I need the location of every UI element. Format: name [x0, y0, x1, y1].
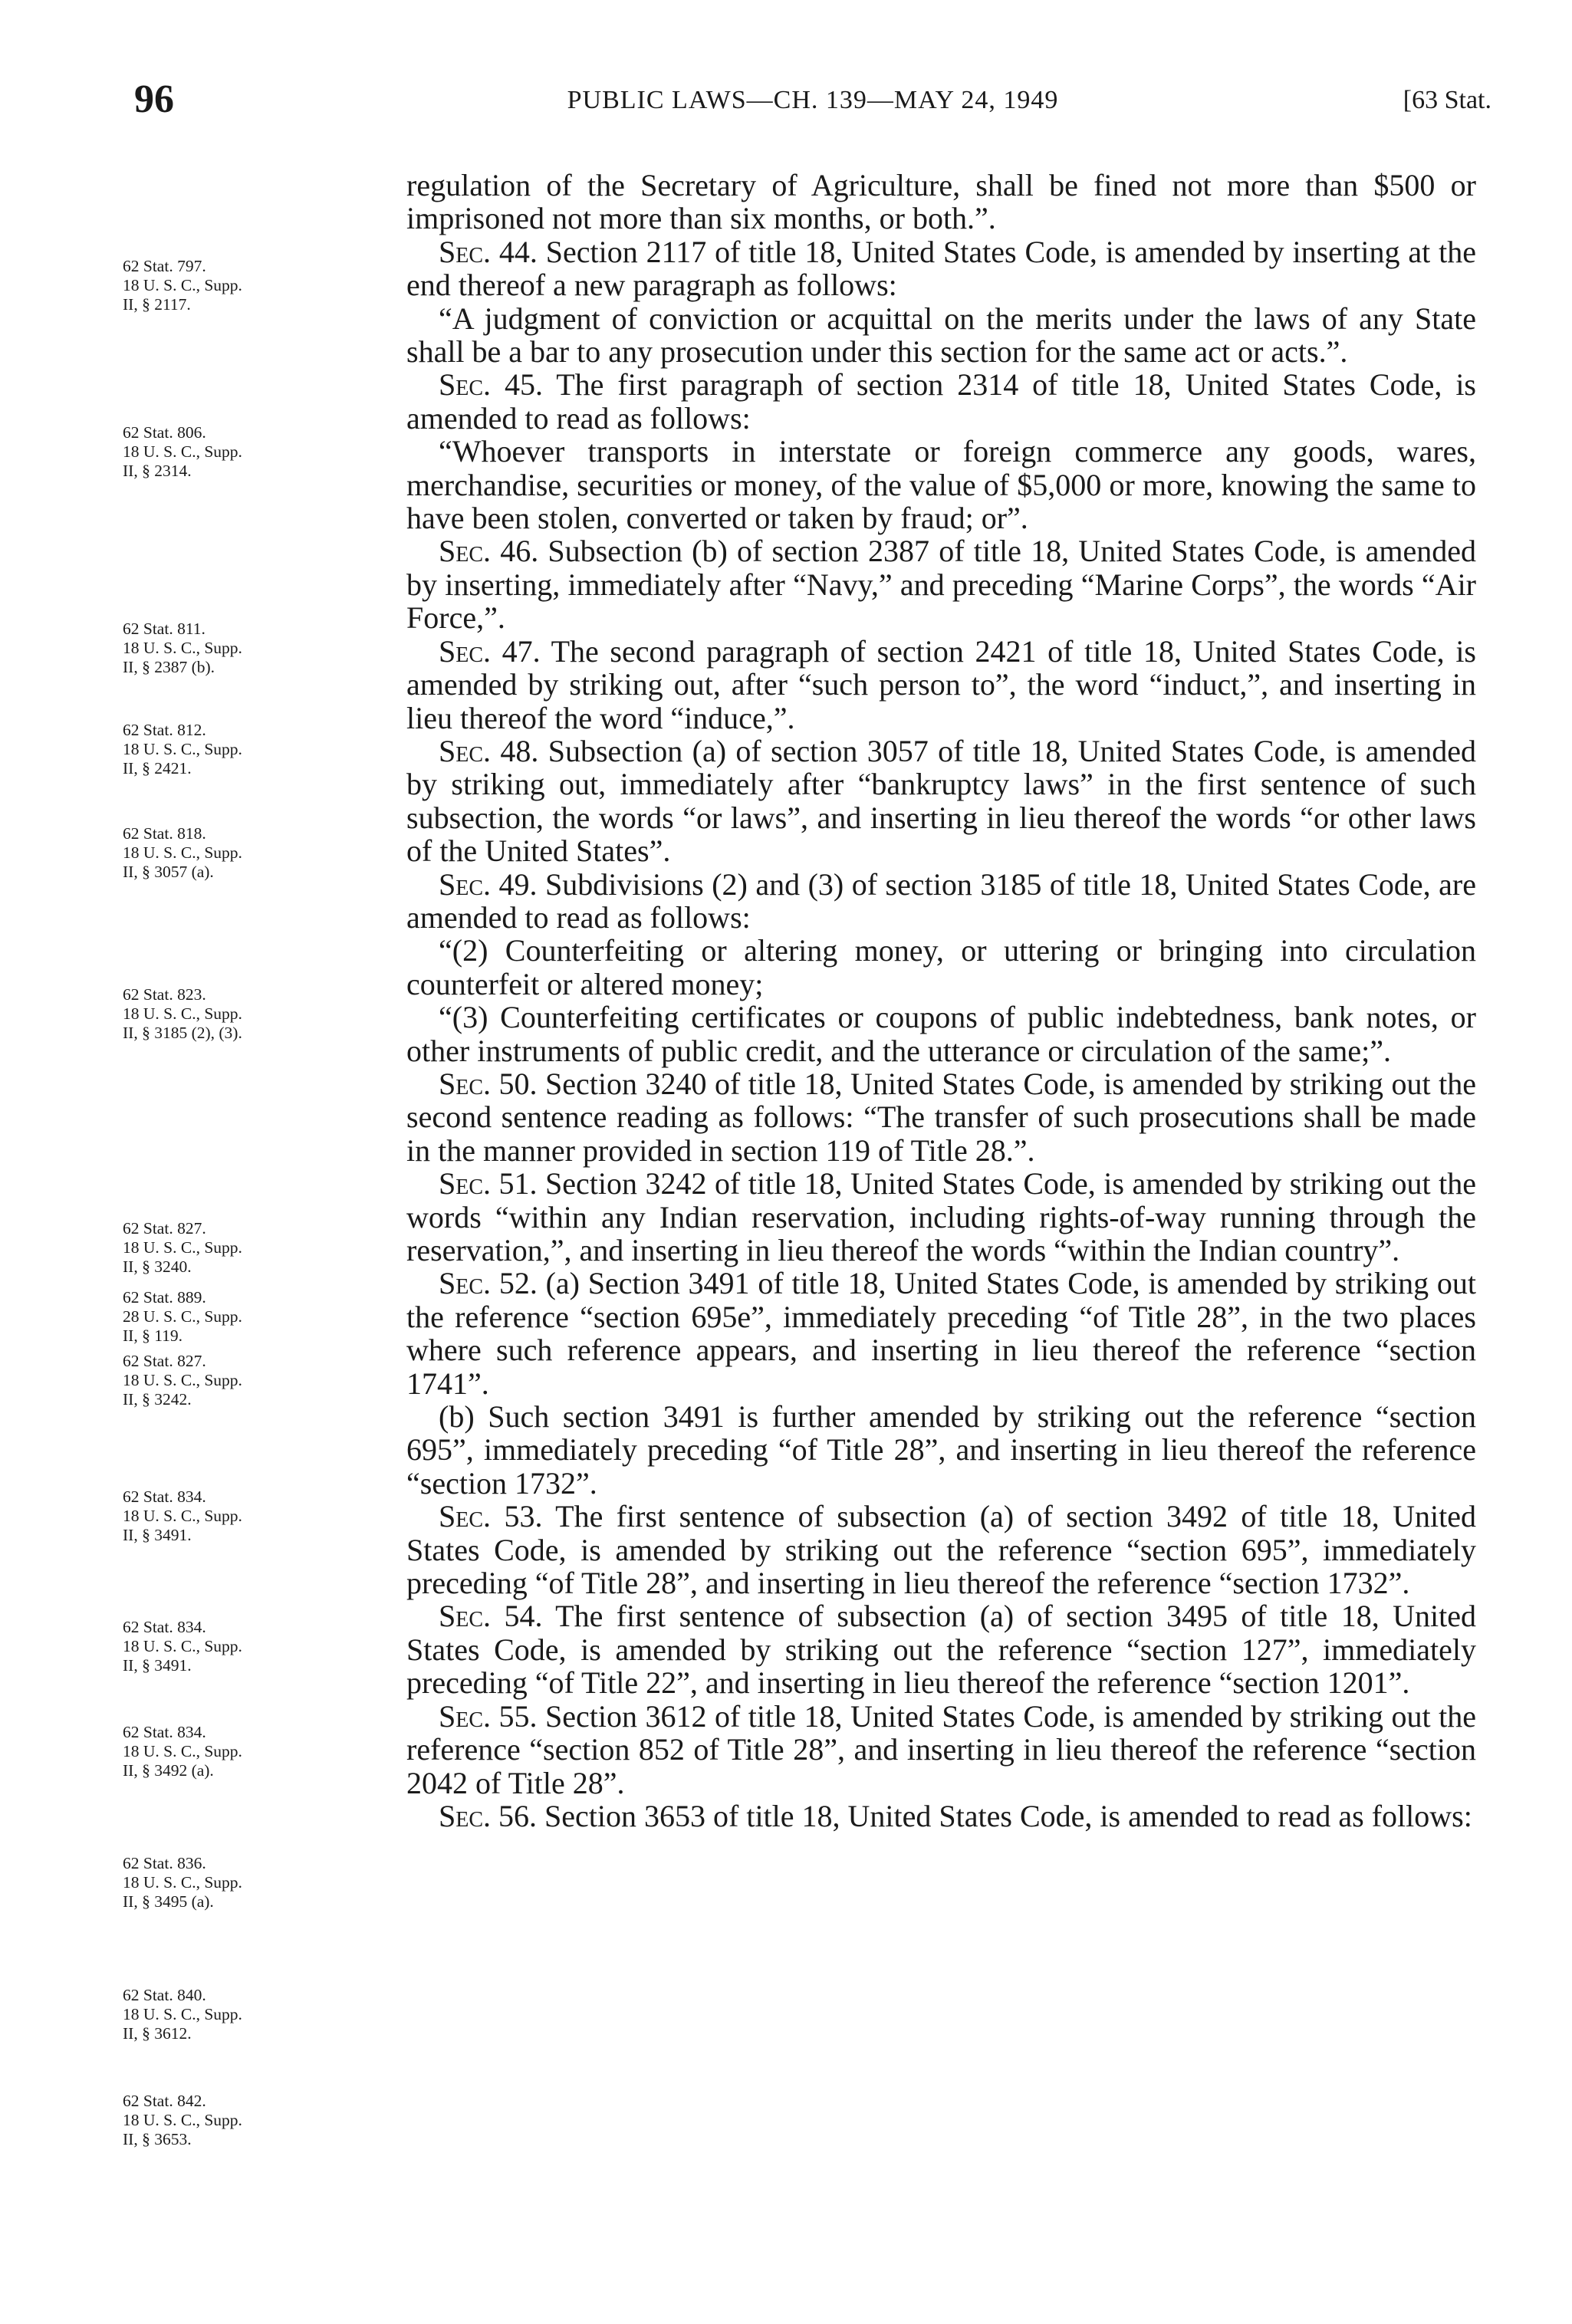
margin-note: 62 Stat. 889. 28 U. S. C., Supp. II, § 119. [123, 1288, 242, 1345]
margin-notes [0, 0, 383, 2324]
margin-note: 62 Stat. 827. 18 U. S. C., Supp. II, § 3242. [123, 1352, 242, 1409]
margin-note: 62 Stat. 834. 18 U. S. C., Supp. II, § 3492 (a). [123, 1723, 242, 1780]
section-45: Sec. 45. The first paragraph of section 2314 of title 18, United States Code, is amended to read as follows: [406, 367, 1476, 436]
section-50: Sec. 50. Section 3240 of title 18, United States Code, is amended by striking out the second sentence reading as follows: “The transfer of such prosecutions shall be made in the manner provided in section 119 of Title 28.”. [406, 1066, 1476, 1168]
section-53: Sec. 53. The first sentence of subsection (a) of section 3492 of title 18, United States Code, is amended by striking out the reference “section 695”, immediately preceding “of Title 28”, and inserting in lieu thereof the reference “section 1732”. [406, 1499, 1476, 1601]
quoted-paragraph: “Whoever transports in interstate or foreign commerce any goods, wares, merchandise, securities or money, of the value of $5,000 or more, knowing the same to have been stolen, converted or taken by fraud; or”. [406, 434, 1476, 536]
section-55: Sec. 55. Section 3612 of title 18, United States Code, is amended by striking out the reference “section 852 of Title 28”, and inserting in lieu thereof the reference “section 2042 of Title 28”. [406, 1698, 1476, 1800]
running-head: PUBLIC LAWS—CH. 139—MAY 24, 1949 [567, 86, 1059, 114]
margin-note: 62 Stat. 806. 18 U. S. C., Supp. II, § 2314. [123, 423, 242, 480]
paragraph: regulation of the Secretary of Agriculture, shall be fined not more than $500 or imprisoned not more than six months, or both.”. [406, 168, 1476, 236]
section-49: Sec. 49. Subdivisions (2) and (3) of section 3185 of title 18, United States Code, are amended to read as follows: [406, 866, 1476, 935]
quoted-paragraph: “A judgment of conviction or acquittal on the merits under the laws of any State shall be a bar to any prosecution under this section for the same act or acts.”. [406, 301, 1476, 370]
margin-note: 62 Stat. 811. 18 U. S. C., Supp. II, § 2387 (b). [123, 620, 242, 676]
margin-note: 62 Stat. 827. 18 U. S. C., Supp. II, § 3240. [123, 1219, 242, 1276]
section-54: Sec. 54. The first sentence of subsection (a) of section 3495 of title 18, United States Code, is amended by striking out the reference “section 127”, immediately preceding “of Title 22”, and inserting in lieu thereof the reference “section 1201”. [406, 1599, 1476, 1701]
volume-citation: [63 Stat. [1403, 86, 1491, 114]
quoted-paragraph: “(2) Counterfeiting or altering money, or uttering or bringing into circulation counterfeit or altered money; [406, 933, 1476, 1001]
margin-note: 62 Stat. 818. 18 U. S. C., Supp. II, § 3057 (a). [123, 824, 242, 881]
quoted-paragraph: “(3) Counterfeiting certificates or coupons of public indebtedness, bank notes, or other instruments of public credit, and the utterance or circulation of the same;”. [406, 1000, 1476, 1068]
margin-note: 62 Stat. 823. 18 U. S. C., Supp. II, § 3185 (2), (3). [123, 985, 242, 1042]
margin-note: 62 Stat. 840. 18 U. S. C., Supp. II, § 3612. [123, 1986, 242, 2043]
section-56: Sec. 56. Section 3653 of title 18, United States Code, is amended to read as follows: [439, 1798, 1472, 1833]
body-text [406, 169, 1476, 1833]
margin-note: 62 Stat. 834. 18 U. S. C., Supp. II, § 3491. [123, 1618, 242, 1675]
margin-note: 62 Stat. 836. 18 U. S. C., Supp. II, § 3495 (a). [123, 1854, 242, 1911]
section-51: Sec. 51. Section 3242 of title 18, United States Code, is amended by striking out the words “within any Indian reservation, including rights-of-way running through the reservation,”, and inserting in lieu thereof the words “within the Indian country”. [406, 1166, 1476, 1267]
margin-note: 62 Stat. 842. 18 U. S. C., Supp. II, § 3653. [123, 2092, 242, 2148]
margin-note: 62 Stat. 797. 18 U. S. C., Supp. II, § 2117. [123, 257, 242, 314]
section-46: Sec. 46. Subsection (b) of section 2387 of title 18, United States Code, is amended by inserting, immediately after “Navy,” and preceding “Marine Corps”, the words “Air Force,”. [406, 534, 1476, 636]
section-47: Sec. 47. The second paragraph of section 2421 of title 18, United States Code, is amended by striking out, after “such person to”, the word “induct,”, and inserting in lieu thereof the word “induce,”. [406, 633, 1476, 735]
page-number: 96 [134, 77, 174, 121]
section-44: Sec. 44. Section 2117 of title 18, United States Code, is amended by inserting at the end thereof a new paragraph as follows: [406, 234, 1476, 303]
subsection-52b: (b) Such section 3491 is further amended by striking out the reference “section 695”, immediately preceding “of Title 28”, and inserting in lieu thereof the reference “section 1732”. [406, 1399, 1476, 1501]
section-48: Sec. 48. Subsection (a) of section 3057 of title 18, United States Code, is amended by striking out, immediately after “bankruptcy laws” in the first sentence of such subsection, the words “or laws”, and inserting in lieu thereof the words “or other laws of the United States”. [406, 733, 1476, 869]
margin-note: 62 Stat. 812. 18 U. S. C., Supp. II, § 2421. [123, 721, 242, 777]
section-52: Sec. 52. (a) Section 3491 of title 18, United States Code, is amended by striking out the reference “section 695e”, immediately preceding “of Title 28”, in the two places where such reference appears, and inserting in lieu thereof the reference “section 1741”. [406, 1266, 1476, 1401]
margin-note: 62 Stat. 834. 18 U. S. C., Supp. II, § 3491. [123, 1487, 242, 1544]
